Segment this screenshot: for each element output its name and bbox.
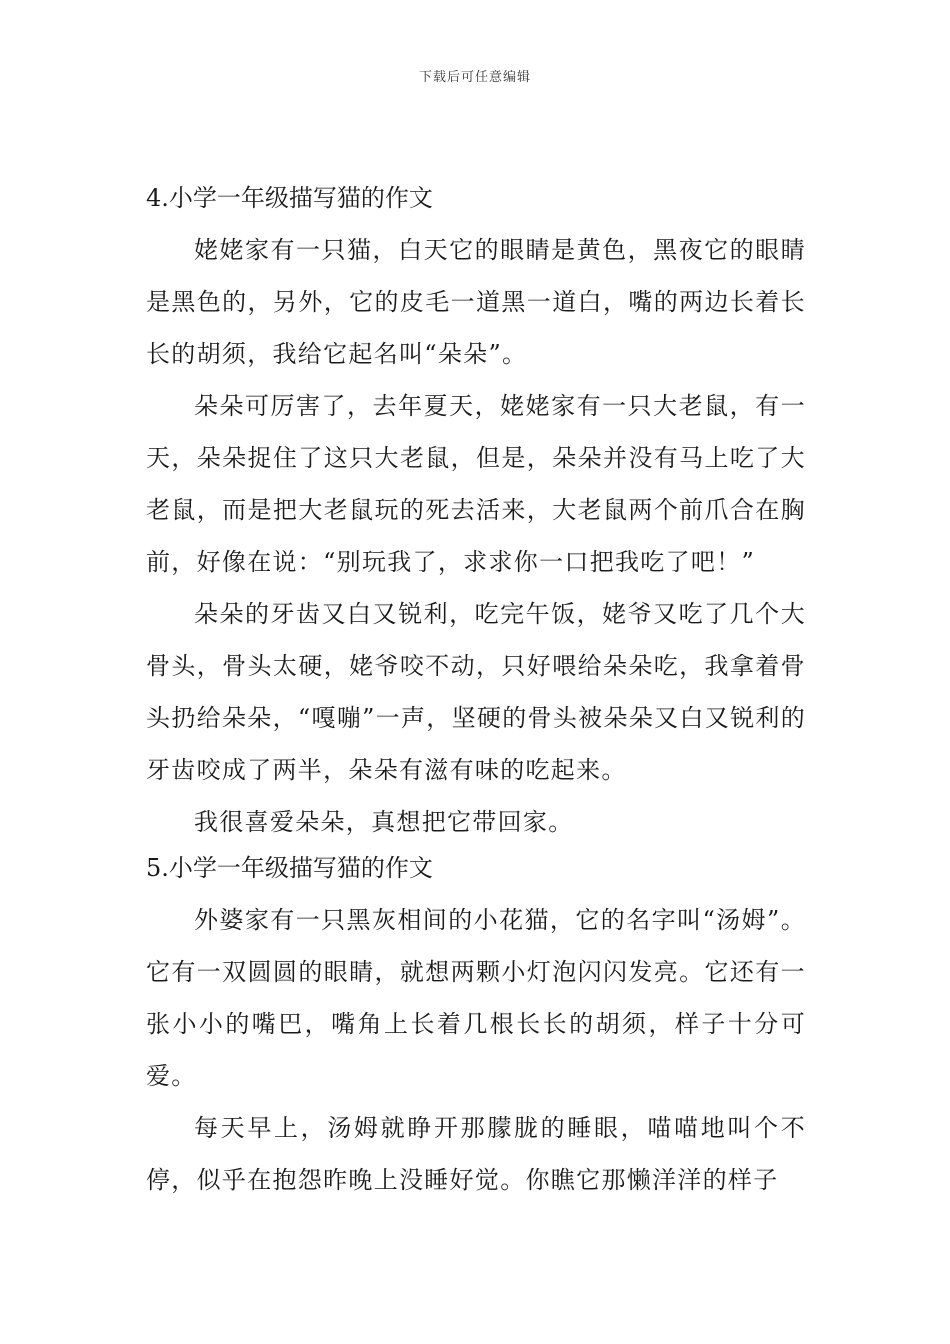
paragraph: 我很喜爱朵朵，真想把它带回家。 xyxy=(194,808,574,836)
paragraph: 朵朵可厉害了，去年夏天，姥姥家有一只大老鼠，有一天，朵朵捉住了这只大老鼠，但是，朵朵并没有马上吃了大老鼠，而是把大老鼠玩的死去活来，大老鼠两个前爪合在胸前，好像在说：“别玩我了，求求你一口把我吃了吧！” xyxy=(146,392,806,576)
header-note: 下载后可任意编辑 xyxy=(418,70,531,85)
section-title-5: 5.小学一年级描写猫的作文 xyxy=(146,854,433,882)
paragraph: 朵朵的牙齿又白又锐利，吃完午饭，姥爷又吃了几个大骨头，骨头太硬，姥爷咬不动，只好喂给朵朵吃，我拿着骨头扔给朵朵，“嘎嘣”一声，坚硬的骨头被朵朵又白又锐利的牙齿咬成了两半，朵朵有滋有味的吃起来。 xyxy=(146,600,806,784)
document-body xyxy=(146,178,806,1206)
section-title-4: 4.小学一年级描写猫的作文 xyxy=(146,184,433,212)
paragraph: 每天早上，汤姆就睁开那朦胧的睡眼，喵喵地叫个不停，似乎在抱怨昨晚上没睡好觉。你瞧它那懒洋洋的样子 xyxy=(146,1114,806,1194)
paragraph: 姥姥家有一只猫，白天它的眼睛是黄色，黑夜它的眼睛是黑色的，另外，它的皮毛一道黑一道白，嘴的两边长着长长的胡须，我给它起名叫“朵朵”。 xyxy=(146,236,806,368)
paragraph: 外婆家有一只黑灰相间的小花猫，它的名字叫“汤姆”。它有一双圆圆的眼睛，就想两颗小灯泡闪闪发亮。它还有一张小小的嘴巴，嘴角上长着几根长长的胡须，样子十分可爱。 xyxy=(146,906,806,1090)
